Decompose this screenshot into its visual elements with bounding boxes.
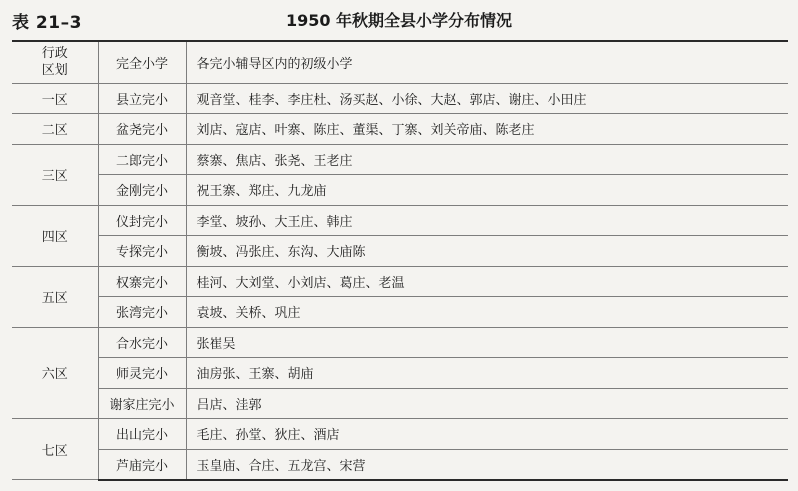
villages-cell: 观音堂、桂李、李庄杜、汤买赵、小徐、大赵、郭店、谢庄、小田庄 (186, 83, 788, 114)
villages-cell: 李堂、坡孙、大王庄、韩庄 (186, 205, 788, 236)
table-header-row (12, 41, 788, 83)
table-title: 1950 年秋期全县小学分布情况 (285, 11, 513, 30)
villages-cell: 刘店、寇店、叶寨、陈庄、董渠、丁寨、刘关帝庙、陈老庄 (186, 114, 788, 145)
district-cell: 五区 (12, 266, 98, 327)
school-cell: 县立完小 (98, 83, 186, 114)
school-cell: 合水完小 (98, 327, 186, 358)
district-cell: 一区 (12, 83, 98, 114)
table-body (12, 83, 788, 480)
school-cell: 芦庙完小 (98, 449, 186, 480)
district-cell: 二区 (12, 114, 98, 145)
district-cell: 三区 (12, 144, 98, 205)
district-cell: 六区 (12, 327, 98, 419)
header-district-line1: 行政 (41, 46, 68, 62)
villages-cell: 油房张、王寨、胡庙 (186, 358, 788, 389)
school-cell: 权寨完小 (98, 266, 186, 297)
table-row (12, 266, 788, 297)
table-row (12, 449, 788, 480)
district-cell: 四区 (12, 205, 98, 266)
school-cell: 师灵完小 (98, 358, 186, 389)
header-school: 完全小学 (98, 41, 186, 83)
villages-cell: 毛庄、孙堂、狄庄、酒店 (186, 419, 788, 450)
table-row (12, 358, 788, 389)
table-row (12, 205, 788, 236)
villages-cell: 衡坡、冯张庄、东沟、大庙陈 (186, 236, 788, 267)
school-cell: 专探完小 (98, 236, 186, 267)
school-cell: 金刚完小 (98, 175, 186, 206)
villages-cell: 吕店、洼郭 (186, 388, 788, 419)
villages-cell: 桂河、大刘堂、小刘店、葛庄、老温 (186, 266, 788, 297)
school-distribution-table (12, 40, 788, 481)
district-cell: 七区 (12, 419, 98, 480)
table-number: 表 21–3 (12, 13, 82, 33)
table-row (12, 236, 788, 267)
table-row (12, 175, 788, 206)
school-cell: 盆尧完小 (98, 114, 186, 145)
villages-cell: 袁坡、关桥、巩庄 (186, 297, 788, 328)
table-row (12, 83, 788, 114)
school-cell: 二郎完小 (98, 144, 186, 175)
table-row (12, 297, 788, 328)
school-cell: 谢家庄完小 (98, 388, 186, 419)
header-district-line2: 区划 (41, 63, 68, 79)
table-row (12, 327, 788, 358)
table-caption (12, 8, 786, 32)
villages-cell: 蔡寨、焦店、张尧、王老庄 (186, 144, 788, 175)
school-cell: 张湾完小 (98, 297, 186, 328)
villages-cell: 张崔吴 (186, 327, 788, 358)
school-cell: 出山完小 (98, 419, 186, 450)
villages-cell: 祝王寨、郑庄、九龙庙 (186, 175, 788, 206)
table-row (12, 419, 788, 450)
table-row (12, 388, 788, 419)
header-villages: 各完小辅导区内的初级小学 (186, 41, 788, 83)
villages-cell: 玉皇庙、合庄、五龙宫、宋营 (186, 449, 788, 480)
table-row (12, 144, 788, 175)
header-district (12, 41, 98, 83)
school-cell: 仪封完小 (98, 205, 186, 236)
table-row (12, 114, 788, 145)
